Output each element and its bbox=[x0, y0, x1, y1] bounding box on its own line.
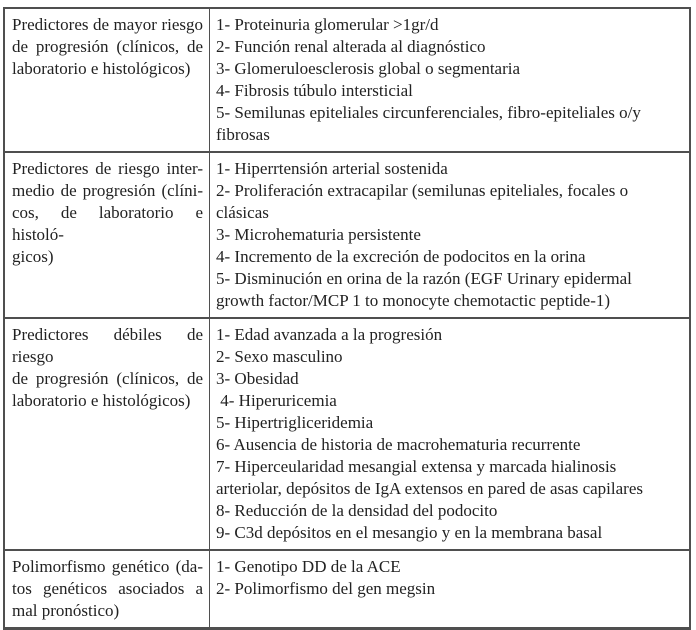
predictor-item: 5- Disminución en orina de la razón (EGF Urinary epidermal growth factor/MCP 1 to monocyte chemotactic peptide-1) bbox=[216, 269, 637, 310]
predictor-list-cell bbox=[210, 551, 689, 627]
table-row-high-risk bbox=[5, 9, 689, 153]
table-row-weak-risk bbox=[5, 319, 689, 551]
category-cell bbox=[5, 153, 210, 317]
category-cell bbox=[5, 9, 210, 151]
category-line: cos, de laboratorio e histoló- bbox=[12, 203, 203, 244]
predictor-list-cell bbox=[210, 319, 689, 549]
predictor-item: 1- Hiperrtensión arterial sostenida bbox=[216, 159, 448, 178]
predictor-item: 4- Hiperuricemia bbox=[216, 391, 337, 410]
category-line: Predictores débiles de riesgo bbox=[12, 325, 203, 366]
predictor-item: 3- Microhematuria persistente bbox=[216, 225, 421, 244]
predictor-item: 1- Proteinuria glomerular >1gr/d bbox=[216, 15, 439, 34]
category-line: laboratorio e histológicos) bbox=[12, 391, 191, 410]
predictor-item: 5- Hipertrigliceridemia bbox=[216, 413, 374, 432]
predictor-item: 2- Sexo masculino bbox=[216, 347, 343, 366]
category-line: gicos) bbox=[12, 247, 54, 266]
predictor-item: 2- Polimorfismo del gen megsin bbox=[216, 579, 436, 598]
predictor-item: 4- Incremento de la excreción de podocitos en la orina bbox=[216, 247, 586, 266]
category-line: Polimorfismo genético (da- bbox=[12, 557, 203, 576]
predictor-item: 2- Proliferación extracapilar (semilunas epiteliales, focales o clásicas bbox=[216, 181, 633, 222]
predictor-item: 9- C3d depósitos en el mesangio y en la membrana basal bbox=[216, 523, 603, 542]
category-line: medio de progresión (clíni- bbox=[12, 181, 203, 200]
predictor-item: 3- Glomeruloesclerosis global o segmentaria bbox=[216, 59, 521, 78]
category-cell bbox=[5, 551, 210, 627]
predictor-item: 7- Hiperceularidad mesangial extensa y marcada hialinosis arteriolar, depósitos de IgA extensos en pared de asas capilares bbox=[216, 457, 643, 498]
category-cell bbox=[5, 319, 210, 549]
category-line: Predictores de riesgo inter- bbox=[12, 159, 203, 178]
category-line: laboratorio e histológicos) bbox=[12, 59, 191, 78]
predictor-item: 1- Edad avanzada a la progresión bbox=[216, 325, 443, 344]
predictor-item: 8- Reducción de la densidad del podocito bbox=[216, 501, 498, 520]
predictor-item: 4- Fibrosis túbulo intersticial bbox=[216, 81, 413, 100]
category-line: de progresión (clínicos, de bbox=[12, 369, 203, 388]
table-row-intermediate-risk bbox=[5, 153, 689, 319]
predictor-item: 5- Semilunas epiteliales circunferenciales, fibro-epiteliales o/y fibrosas bbox=[216, 103, 646, 144]
predictor-list-cell bbox=[210, 9, 689, 151]
table-row-genetic-polymorphism bbox=[5, 551, 689, 627]
predictor-list-cell bbox=[210, 153, 689, 317]
predictor-item: 2- Función renal alterada al diagnóstico bbox=[216, 37, 486, 56]
category-line: mal pronóstico) bbox=[12, 601, 120, 620]
category-line: tos genéticos asociados a bbox=[12, 579, 203, 598]
predictor-item: 6- Ausencia de historia de macrohematuria recurrente bbox=[216, 435, 581, 454]
predictor-item: 1- Genotipo DD de la ACE bbox=[216, 557, 401, 576]
predictors-table bbox=[3, 7, 691, 630]
predictor-item: 3- Obesidad bbox=[216, 369, 299, 388]
category-line: de progresión (clínicos, de bbox=[12, 37, 203, 56]
category-line: Predictores de mayor riesgo bbox=[12, 15, 203, 34]
